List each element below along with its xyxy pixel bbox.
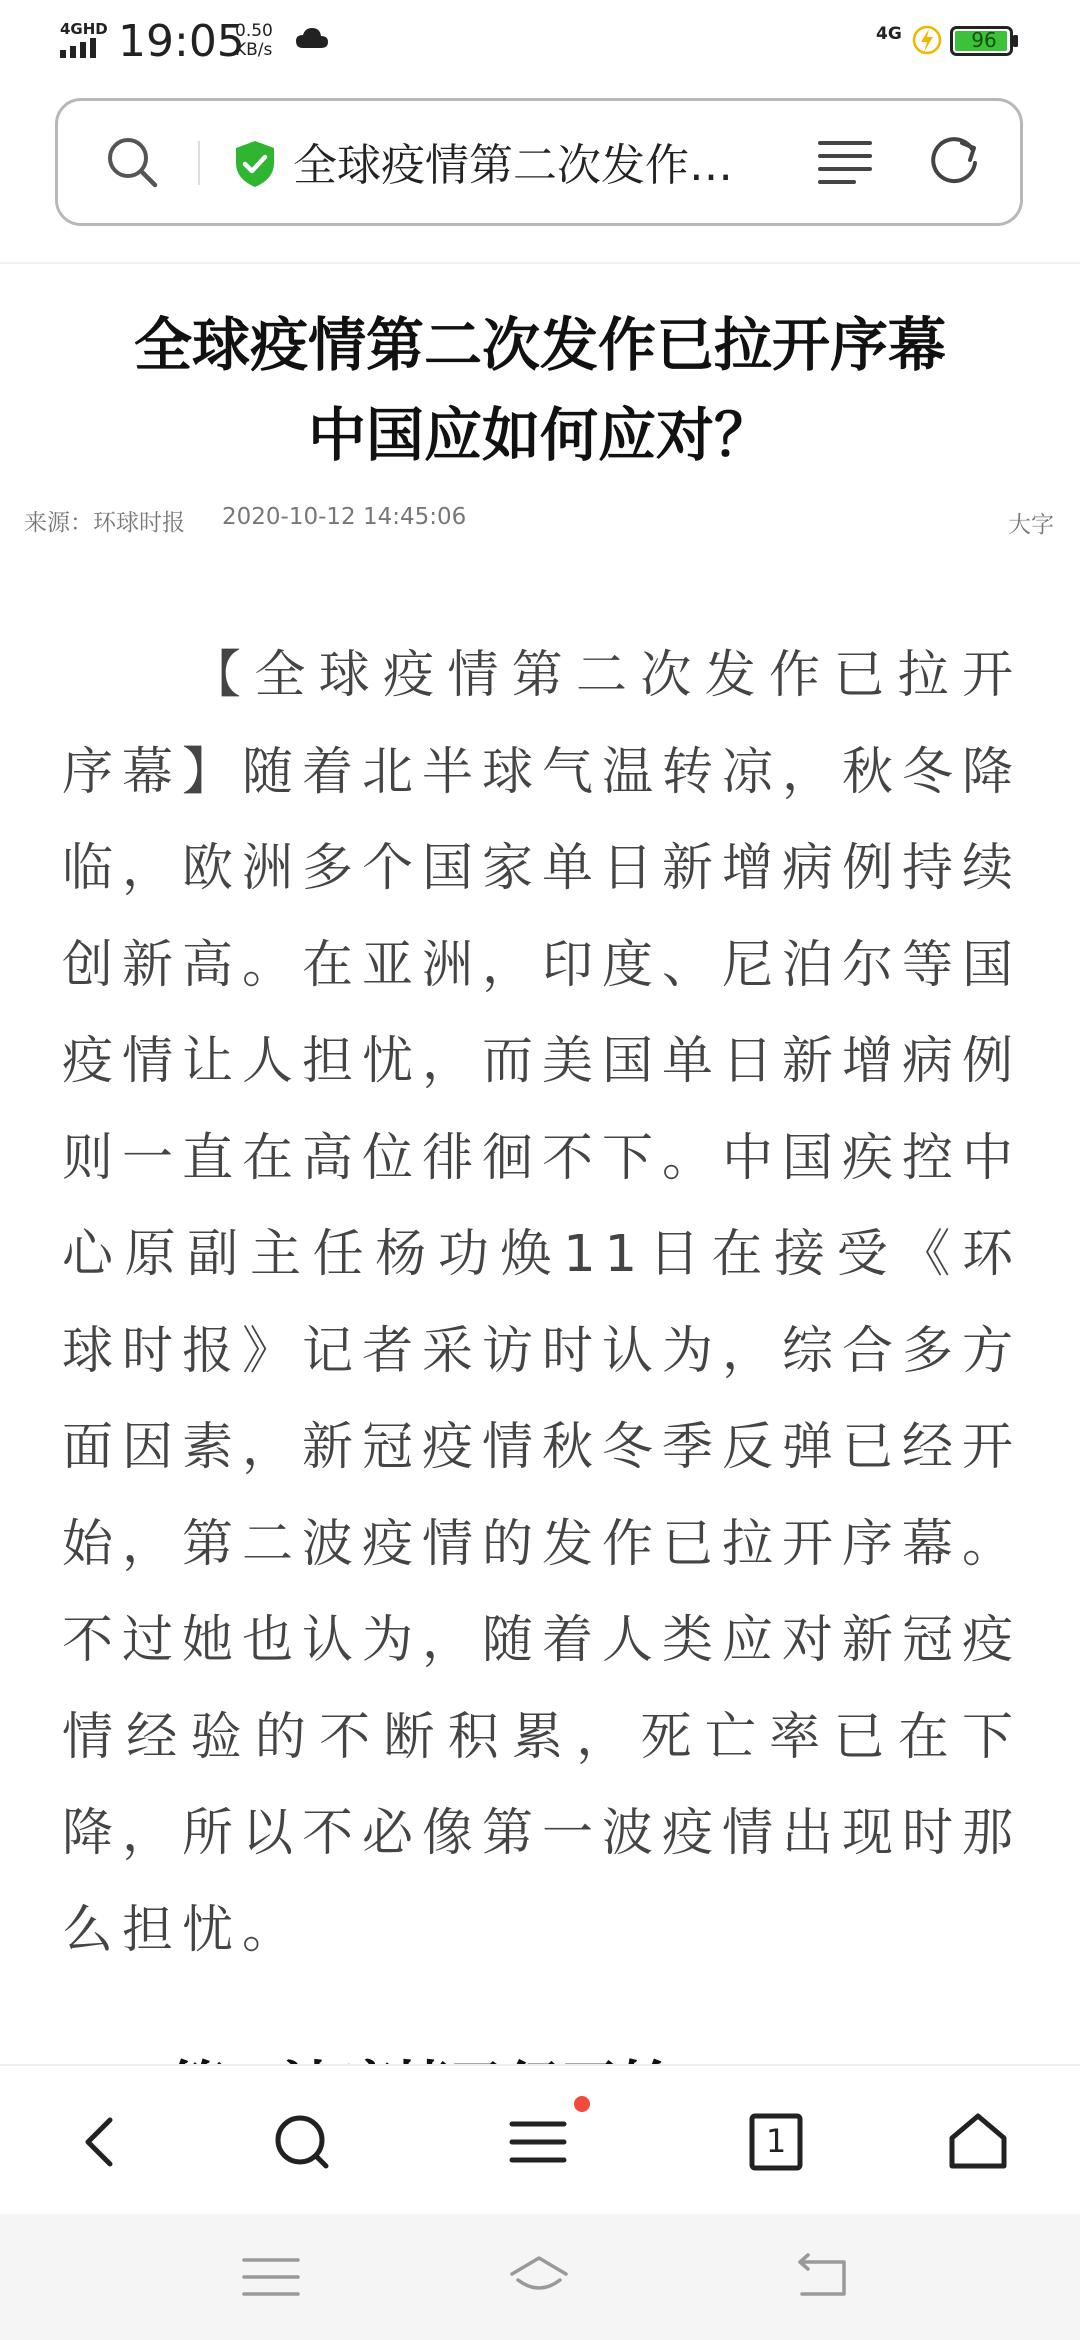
article-title (60, 300, 1020, 480)
refresh-icon[interactable] (926, 133, 982, 189)
network-speed (235, 22, 273, 60)
clock: 19:05 (118, 16, 245, 67)
page-title-in-address-bar[interactable]: 全球疫情第二次发作… (293, 140, 733, 191)
network-speed-value: 0.50 (235, 21, 273, 41)
article-datetime: 2020-10-12 14:45:06 (222, 504, 467, 530)
article-title-line-1: 全球疫情第二次发作已拉开序幕 (133, 311, 946, 379)
article-source: 来源：环球时报 (24, 510, 185, 536)
charging-bolt-icon (912, 24, 942, 56)
cloud-icon (295, 26, 329, 50)
system-back-icon[interactable] (792, 2252, 854, 2302)
network-type-label: 4G (876, 24, 902, 44)
battery-level: 96 (971, 28, 997, 52)
tab-count: 1 (765, 2122, 787, 2160)
address-divider (198, 141, 200, 185)
signal-type-label: 4GHD (60, 20, 108, 38)
browser-toolbar (0, 2064, 1080, 2216)
back-icon[interactable] (66, 2106, 138, 2178)
system-navigation-bar (0, 2214, 1080, 2340)
signal-bars-icon (60, 38, 106, 58)
search-icon[interactable] (103, 133, 161, 191)
reader-mode-icon[interactable] (818, 137, 872, 187)
header-divider (0, 262, 1080, 264)
shield-check-icon (233, 139, 277, 189)
status-bar (0, 0, 1080, 86)
font-size-button[interactable]: 大字 (1008, 512, 1054, 538)
network-speed-unit: KB/s (235, 40, 273, 60)
article-title-line-2: 中国应如何应对？ (307, 401, 772, 469)
home-icon[interactable] (942, 2106, 1014, 2178)
menu-icon[interactable] (502, 2106, 574, 2178)
system-home-icon[interactable] (508, 2252, 570, 2302)
menu-notification-dot (574, 2096, 590, 2112)
article-body: 【全球疫情第二次发作已拉开序幕】随着北半球气温转凉，秋冬降临，欧洲多个国家单日新增病例持续创新高。在亚洲，印度、尼泊尔等国疫情让人担忧，而美国单日新增病例则一直在高位徘徊不下。中国疾控中心原副主任杨功焕11日在接受《环球时报》记者采访时认为，综合多方面因素，新冠疫情秋冬季反弹已经开始，第二波疫情的发作已拉开序幕。不过她也认为，随着人类应对新冠疫情经验的不断积累，死亡率已在下降，所以不必像第一波疫情出现时那么担忧。 (62, 646, 1023, 1960)
search-icon[interactable] (266, 2106, 338, 2178)
recent-apps-icon[interactable] (240, 2252, 302, 2302)
address-bar[interactable] (55, 98, 1023, 226)
